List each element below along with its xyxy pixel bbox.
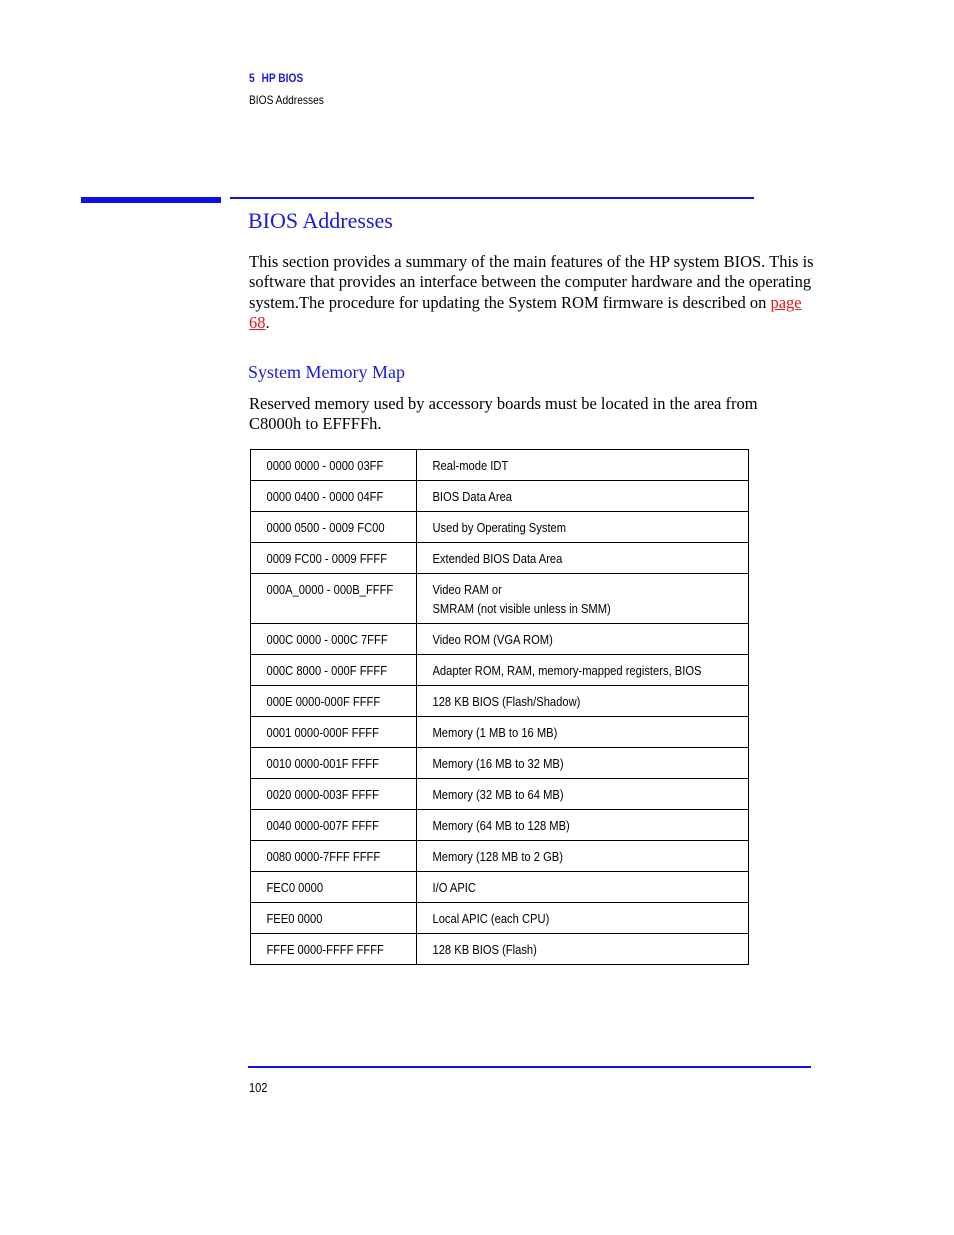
description: [417, 903, 701, 928]
description-line: Memory (64 MB to 128 MB): [432, 818, 571, 833]
description-line: Real-mode IDT: [432, 458, 509, 473]
address-range: 000E 0000-000F FFFF: [266, 694, 381, 709]
page-number: 102: [249, 1080, 268, 1095]
description-cell: [417, 748, 749, 779]
description-cell: [417, 450, 749, 481]
description: [417, 779, 701, 804]
address-range: 0000 0500 - 0009 FC00: [266, 520, 385, 535]
description-line: BIOS Data Area: [432, 489, 513, 504]
description: [417, 512, 701, 537]
address-range: 0009 FC00 - 0009 FFFF: [266, 551, 388, 566]
section-heading: BIOS Addresses: [248, 208, 393, 233]
description: [417, 450, 701, 475]
subsection-heading: System Memory Map: [248, 362, 405, 382]
address-range: 0080 0000-7FFF FFFF: [266, 849, 381, 864]
running-header-chapter: [249, 71, 303, 85]
description-cell: [417, 481, 749, 512]
address-range: 0010 0000-001F FFFF: [266, 756, 379, 771]
address-range-cell: [251, 717, 417, 748]
address-range-cell: [251, 841, 417, 872]
heading-rule-thin: [230, 197, 754, 199]
description-cell: [417, 841, 749, 872]
description: [417, 543, 701, 568]
description-cell: [417, 686, 749, 717]
address-range-cell: [251, 903, 417, 934]
description-line: SMRAM (not visible unless in SMM): [432, 601, 612, 616]
table-row: [251, 686, 749, 717]
description-line: Used by Operating System: [432, 520, 567, 535]
table-row: [251, 872, 749, 903]
table-row: [251, 624, 749, 655]
description: [417, 872, 701, 897]
description-cell: [417, 934, 749, 965]
description-line: Memory (128 MB to 2 GB): [432, 849, 564, 864]
footer-rule: [248, 1066, 811, 1068]
address-range-cell: [251, 779, 417, 810]
address-range-cell: [251, 934, 417, 965]
address-range: 000A_0000 - 000B_FFFF: [266, 582, 394, 597]
address-range: 0000 0400 - 0000 04FF: [266, 489, 384, 504]
table-row: [251, 748, 749, 779]
table-row: [251, 934, 749, 965]
description-cell: [417, 624, 749, 655]
description-line: 128 KB BIOS (Flash/Shadow): [432, 694, 581, 709]
description: [417, 748, 701, 773]
page-68-link[interactable]: page 68: [249, 292, 802, 332]
chapter-number: 5: [249, 71, 255, 85]
table-row: [251, 655, 749, 686]
address-range-cell: [251, 686, 417, 717]
description-cell: [417, 655, 749, 686]
description-line: I/O APIC: [432, 880, 477, 895]
description-cell: [417, 512, 749, 543]
description: [417, 686, 701, 711]
reserved-memory-paragraph: Reserved memory used by accessory boards must be located in the area from C8000h to EFFFFh.: [249, 394, 758, 434]
description-line: Extended BIOS Data Area: [432, 551, 563, 566]
address-range: 0040 0000-007F FFFF: [266, 818, 379, 833]
description-cell: [417, 810, 749, 841]
table-row: [251, 841, 749, 872]
memory-map-body: [251, 450, 749, 965]
table-row: [251, 779, 749, 810]
intro-after: .: [265, 312, 270, 332]
address-range: FEC0 0000: [266, 880, 324, 895]
table-row: [251, 717, 749, 748]
intro-paragraph: [249, 252, 819, 333]
table-row: [251, 512, 749, 543]
address-range-cell: [251, 872, 417, 903]
table-row: [251, 450, 749, 481]
description: [417, 574, 701, 618]
system-memory-map-table: [250, 449, 749, 965]
description-line: Memory (32 MB to 64 MB): [432, 787, 564, 802]
address-range-cell: [251, 450, 417, 481]
description-line: Video RAM or: [432, 582, 503, 597]
description-line: 128 KB BIOS (Flash): [432, 942, 538, 957]
description: [417, 810, 701, 835]
description: [417, 481, 701, 506]
description-cell: [417, 872, 749, 903]
address-range: 0000 0000 - 0000 03FF: [266, 458, 384, 473]
description-cell: [417, 717, 749, 748]
description-cell: [417, 779, 749, 810]
description-line: Memory (1 MB to 16 MB): [432, 725, 558, 740]
address-range: 0020 0000-003F FFFF: [266, 787, 379, 802]
description-cell: [417, 903, 749, 934]
table-row: [251, 543, 749, 574]
address-range-cell: [251, 624, 417, 655]
address-range-cell: [251, 748, 417, 779]
intro-text: This section provides a summary of the main features of the HP system BIOS. This is software that provides an interface between the computer hardware and the operating system.The procedure for updating the System ROM firmware is described on: [249, 252, 814, 312]
address-range-cell: [251, 543, 417, 574]
description-cell: [417, 543, 749, 574]
table-row: [251, 481, 749, 512]
address-range-cell: [251, 810, 417, 841]
description: [417, 934, 701, 959]
table-row: [251, 903, 749, 934]
description: [417, 624, 701, 649]
address-range: 000C 8000 - 000F FFFF: [266, 663, 388, 678]
description: [417, 841, 701, 866]
address-range: 0001 0000-000F FFFF: [266, 725, 379, 740]
description: [417, 717, 701, 742]
table-row: [251, 574, 749, 624]
table-row: [251, 810, 749, 841]
heading-rule-thick: [81, 197, 221, 203]
address-range: FFFE 0000-FFFF FFFF: [266, 942, 384, 957]
address-range-cell: [251, 574, 417, 624]
address-range-cell: [251, 655, 417, 686]
address-range: FEE0 0000: [266, 911, 323, 926]
address-range: 000C 0000 - 000C 7FFF: [266, 632, 388, 647]
description: [417, 655, 701, 680]
description-cell: [417, 574, 749, 624]
description-line: Memory (16 MB to 32 MB): [432, 756, 564, 771]
address-range-cell: [251, 512, 417, 543]
description-line: Adapter ROM, RAM, memory-mapped registers, BIOS: [432, 663, 702, 678]
address-range-cell: [251, 481, 417, 512]
description-line: Local APIC (each CPU): [432, 911, 550, 926]
running-header-section: BIOS Addresses: [249, 93, 324, 107]
description-line: Video ROM (VGA ROM): [432, 632, 554, 647]
chapter-title: HP BIOS: [261, 71, 304, 85]
